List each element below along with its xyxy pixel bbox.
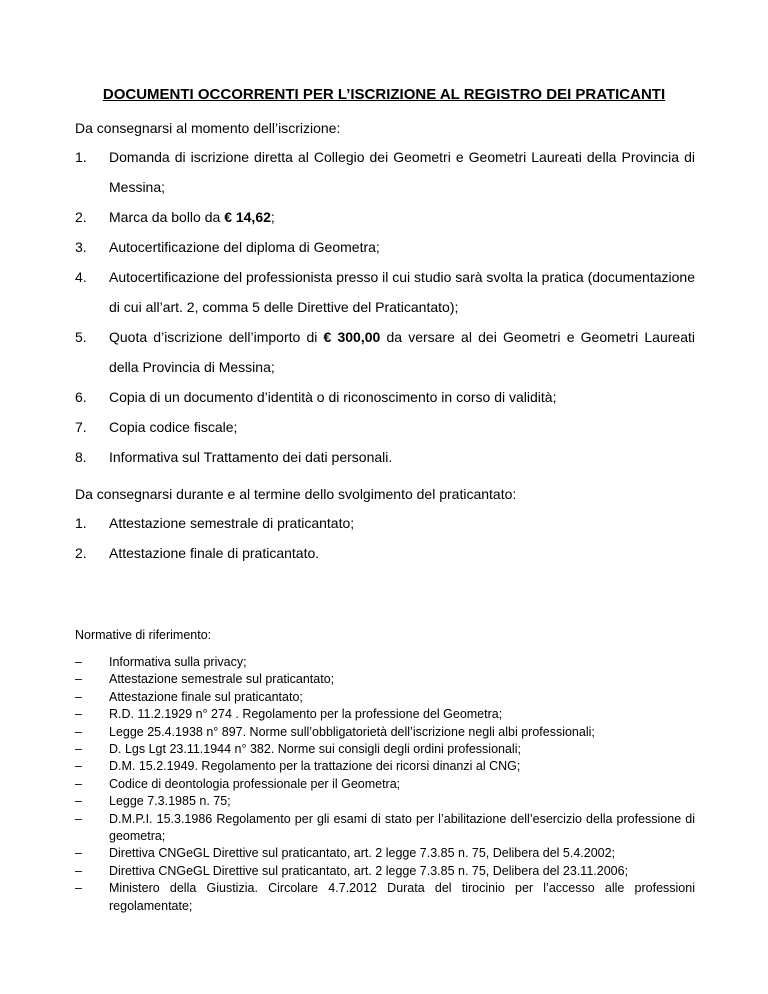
dash-bullet: – [75, 759, 82, 774]
item-number: 1. [75, 149, 87, 165]
section1-item-5 [75, 322, 695, 382]
list-item: – Informativa sulla privacy; [75, 654, 695, 671]
item-text: Copia codice fiscale; [109, 419, 238, 435]
item-number: 4. [75, 269, 87, 285]
dash-bullet: – [75, 724, 82, 739]
list-item: – D.M.P.I. 15.3.1986 Regolamento per gli esami di stato per l’abilitazione dell’esercizio della professione di geometra; [75, 811, 695, 844]
section1-item-4 [75, 262, 695, 322]
item-text: Informativa sul Trattamento dei dati personali. [109, 449, 393, 465]
item-text: Attestazione finale di praticantato. [109, 545, 320, 561]
item-number: 6. [75, 389, 87, 405]
item-number: 2. [75, 545, 87, 561]
dash-bullet: – [75, 846, 82, 861]
item-text: Quota d’iscrizione dell’importo di € 300,00 da versare al dei Geometri e Geometri Laureati della Provincia di Messina; [109, 329, 695, 375]
dash-bullet: – [75, 742, 82, 757]
list-item: – Direttiva CNGeGL Direttive sul praticantato, art. 2 legge 7.3.85 n. 75, Delibera del 5.4.2002; [75, 845, 695, 862]
section1-item-1 [75, 142, 695, 202]
list-item: – Legge 25.4.1938 n° 897. Norme sull’obbligatorietà dell’iscrizione negli albi professionali; [75, 724, 695, 741]
section1-item-8 [75, 442, 695, 472]
list-item: – D. Lgs Lgt 23.11.1944 n° 382. Norme sui consigli degli ordini professionali; [75, 741, 695, 758]
dash-bullet: – [75, 811, 82, 826]
item-text: Autocertificazione del diploma di Geometra; [109, 239, 380, 255]
normative-list [75, 654, 695, 915]
dash-bullet: – [75, 689, 82, 704]
item-number: 8. [75, 449, 87, 465]
list-item: – Ministero della Giustizia. Circolare 4.7.2012 Durata del tirocinio per l’accesso alle professioni regolamentate; [75, 881, 695, 913]
item-text: Autocertificazione del professionista presso il cui studio sarà svolta la pratica (documentazione di cui all’art. 2, comma 5 delle Direttive del Praticantato); [109, 269, 695, 315]
normative-heading: Normative di riferimento: [75, 628, 212, 642]
list-item: – Codice di deontologia professionale per il Geometra; [75, 776, 695, 793]
dash-bullet: – [75, 863, 82, 878]
dash-bullet: – [75, 881, 82, 896]
item-text: Attestazione semestrale di praticantato; [109, 515, 355, 531]
stamp-amount: € 14,62 [224, 209, 271, 225]
list-item: – D.M. 15.2.1949. Regolamento per la trattazione dei ricorsi dinanzi al CNG; [75, 758, 695, 775]
item-text: Copia di un documento d’identità o di riconoscimento in corso di validità; [109, 389, 557, 405]
dash-bullet: – [75, 655, 82, 669]
dash-bullet: – [75, 672, 82, 687]
item-text: Marca da bollo da € 14,62; [109, 209, 275, 225]
section1-heading: Da consegnarsi al momento dell’iscrizione: [75, 120, 341, 136]
section2-item-1 [75, 508, 695, 538]
item-number: 7. [75, 419, 87, 435]
list-item: – Attestazione finale sul praticantato; [75, 689, 695, 706]
list-item: – Attestazione semestrale sul praticantato; [75, 671, 695, 688]
item-number: 5. [75, 329, 87, 345]
section2-item-2 [75, 538, 695, 568]
fee-amount: € 300,00 [323, 329, 381, 345]
item-number: 1. [75, 515, 87, 531]
item-text: Domanda di iscrizione diretta al Collegio dei Geometri e Geometri Laureati della Provincia di Messina; [109, 149, 695, 195]
item-number: 2. [75, 209, 87, 225]
section1-item-7 [75, 412, 695, 442]
page-title: DOCUMENTI OCCORRENTI PER L’ISCRIZIONE AL REGISTRO DEI PRATICANTI [102, 86, 666, 103]
list-item: – R.D. 11.2.1929 n° 274 . Regolamento per la professione del Geometra; [75, 706, 695, 723]
section2-heading: Da consegnarsi durante e al termine dello svolgimento del praticantato: [75, 486, 517, 502]
dash-bullet: – [75, 794, 82, 809]
section1-item-6 [75, 382, 695, 412]
section1-item-3 [75, 232, 695, 262]
section1-item-2 [75, 202, 695, 232]
dash-bullet: – [75, 776, 82, 791]
list-item: – Direttiva CNGeGL Direttive sul praticantato, art. 2 legge 7.3.85 n. 75, Delibera del 23.11.2006; [75, 863, 695, 880]
dash-bullet: – [75, 707, 82, 722]
list-item: – Legge 7.3.1985 n. 75; [75, 793, 695, 810]
item-number: 3. [75, 239, 87, 255]
